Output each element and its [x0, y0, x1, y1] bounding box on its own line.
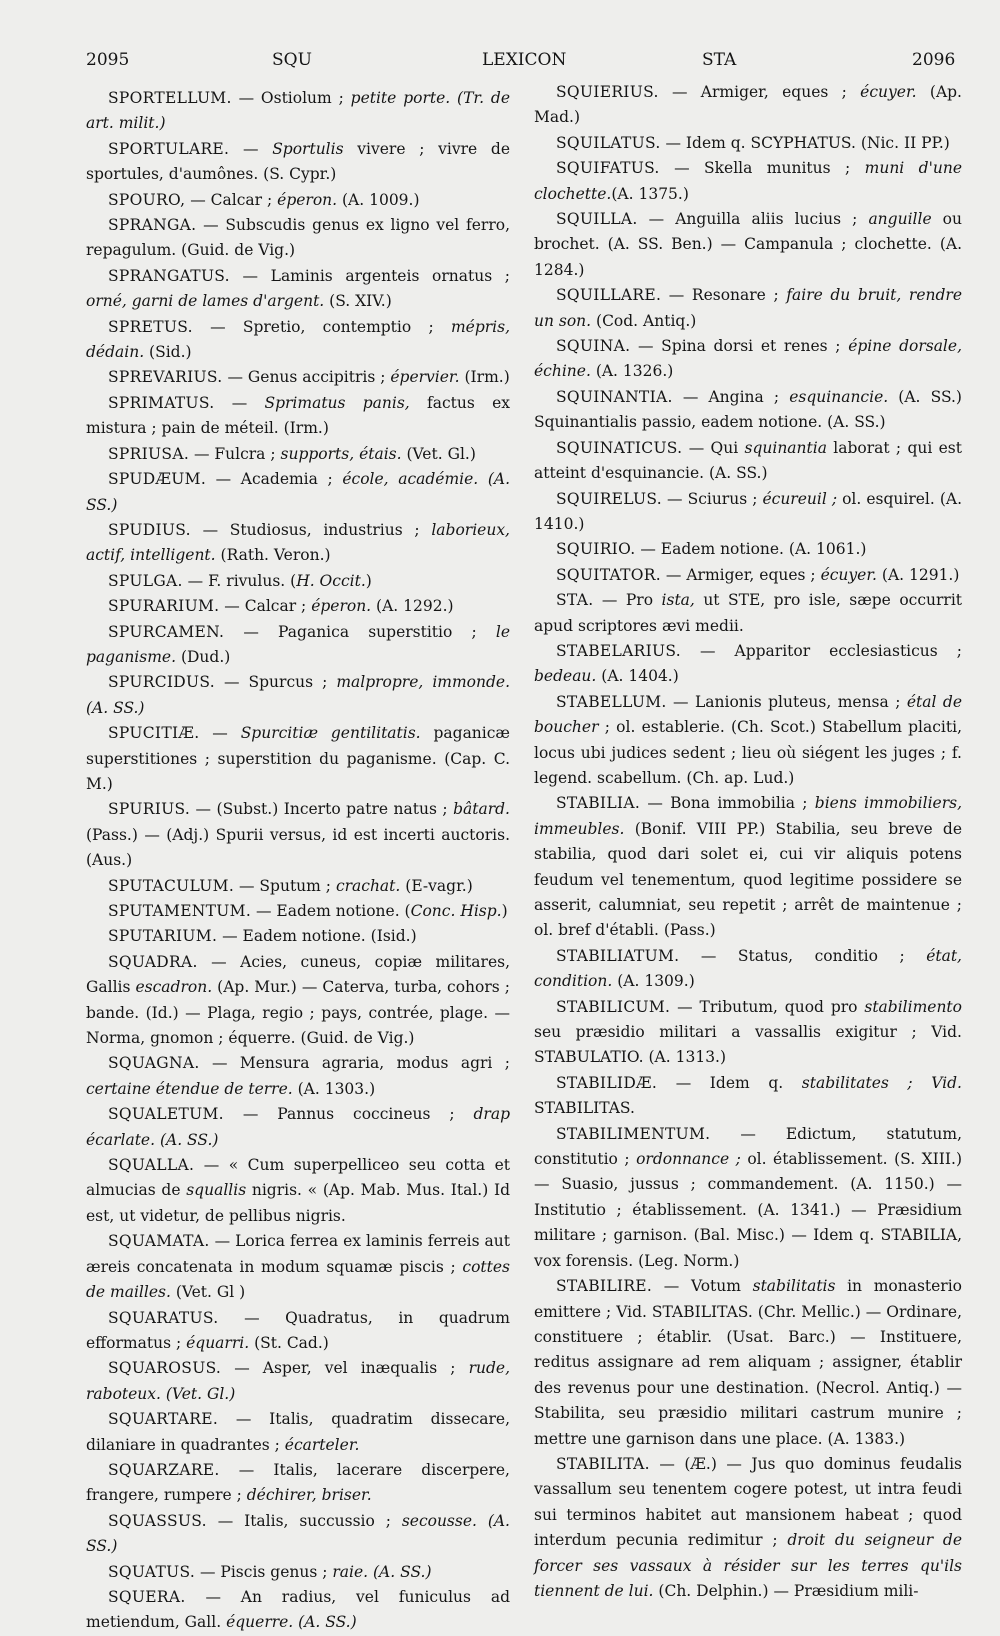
entry-headword: SQUILATUS. — [556, 133, 661, 152]
dictionary-entry — [534, 80, 962, 131]
entry-gloss: drap écarlate. (A. SS.) — [86, 1105, 510, 1149]
entry-text: — Quadratus, in quadrum efformatus ; — [86, 1308, 510, 1352]
entry-gloss: rude, raboteux. (Vet. Gl.) — [86, 1359, 510, 1403]
dictionary-entry — [534, 537, 962, 562]
entry-headword: SPUDÆUM. — [108, 470, 207, 489]
entry-headword: SQUARTARE. — [108, 1410, 219, 1429]
dictionary-entry — [86, 670, 510, 721]
entry-gloss: écarteler. — [284, 1435, 360, 1454]
entry-gloss: Sportulis — [272, 139, 344, 158]
left-guide-word: SQU — [272, 50, 312, 70]
left-column — [86, 86, 510, 1636]
entry-note: seu præsidio militari a vassallis exigitur ; Vid. STABULATIO. (A. 1313.) — [534, 1023, 962, 1067]
entry-gloss: droit du seigneur de forcer ses vassaux à résider sur les terres qu'ils tiennent de lui. — [534, 1531, 963, 1600]
entry-note: (A. 1009.) — [337, 190, 420, 209]
entry-gloss: escadron. — [135, 978, 213, 997]
entry-headword: SPRANGA. — [108, 216, 197, 235]
dictionary-entry — [86, 264, 510, 315]
entry-headword: SQUALLA. — [108, 1156, 195, 1175]
entry-gloss: malpropre, immonde. (A. SS.) — [86, 673, 511, 717]
dictionary-entry — [86, 442, 510, 467]
entry-note: (A. 1303.) — [292, 1079, 376, 1098]
entry-headword: SPRETUS. — [108, 317, 193, 336]
dictionary-entry — [534, 1122, 962, 1274]
entry-note: (Sid.) — [144, 343, 192, 362]
entry-note: (St. Cad.) — [249, 1333, 329, 1352]
entry-gloss: crachat. — [335, 876, 401, 895]
entry-headword: SQUARZARE. — [108, 1460, 220, 1479]
entry-gloss: écureuil ; — [762, 489, 838, 508]
entry-headword: SQUARATUS. — [108, 1308, 219, 1327]
entry-note: (S. XIV.) — [324, 292, 392, 311]
dictionary-entry — [534, 283, 962, 334]
entry-note: STABILITAS. — [534, 1099, 635, 1118]
dictionary-entry — [86, 365, 510, 390]
entry-text: — Status, conditio ; — [679, 946, 927, 965]
dictionary-entry — [534, 207, 962, 283]
entry-note: ou brochet. (A. SS. Ben.) — Campanula ; clochette. (A. 1284.) — [534, 210, 962, 279]
entry-text: — Apparitor ecclesiasticus ; — [680, 641, 962, 660]
entry-note: (A. 1404.) — [596, 667, 679, 686]
dictionary-entry — [86, 86, 510, 137]
dictionary-entry — [534, 639, 962, 690]
entry-gloss: supports, étais. — [280, 444, 402, 463]
entry-text: — Studiosus, industrius ; — [190, 520, 432, 539]
dictionary-entry — [86, 467, 510, 518]
dictionary-entry — [86, 1229, 510, 1305]
entry-headword: SPURARIUM. — [108, 597, 220, 616]
entry-headword: SPORTULARE. — [108, 139, 230, 158]
entry-gloss: squallis — [186, 1181, 247, 1200]
entry-headword: SPRIUSA. — [108, 444, 190, 463]
entry-text: — Resonare ; — [661, 286, 787, 305]
entry-note: vivere ; vivre de sportules, d'aumônes. (S. Cypr.) — [86, 139, 510, 184]
entry-text: — — [199, 724, 241, 743]
entry-headword: STABELARIUS. — [556, 641, 681, 660]
entry-note: (A. 1326.) — [590, 362, 674, 381]
entry-note: (Ap. Mur.) — Caterva, turba, cohors ; bande. (Id.) — Plaga, regio ; pays, contrée, plage. — Norma, gnomon ; équerre. (Guid. de Vig.) — [86, 978, 510, 1048]
entry-note: nigris. « (Ap. Mab. Mus. Ital.) Id est, ut videtur, de pellibus nigris. — [86, 1181, 511, 1225]
entry-headword: SPUCITIÆ. — [108, 724, 200, 743]
entry-headword: SPURIUS. — [108, 800, 191, 819]
entry-text: — Sputum ; — [234, 876, 336, 895]
entry-note: (Pass.) — (Adj.) Spurii versus, id est incerti auctoris. (Aus.) — [86, 825, 510, 870]
entry-headword: STA. — [556, 591, 594, 610]
entry-headword: SPOURO, — [108, 190, 186, 209]
entry-note: (Vet. Gl.) — [401, 444, 476, 463]
entry-text: — Idem q. — [657, 1073, 802, 1092]
entry-gloss: bâtard. — [453, 800, 510, 819]
entry-text: — Spretio, contemptio ; — [192, 317, 451, 336]
right-column — [534, 80, 962, 1604]
dictionary-entry — [534, 436, 962, 487]
entry-text: — Eadem notione. (A. 1061.) — [635, 540, 867, 559]
entry-gloss: école, académie. (A. SS.) — [86, 470, 510, 514]
dictionary-entry — [86, 137, 510, 188]
entry-headword: STABILIRE. — [556, 1277, 653, 1296]
entry-headword: STABILIDÆ. — [556, 1073, 658, 1092]
entry-text: — Italis, lacerare discerpere, frangere, rumpere ; — [86, 1460, 510, 1505]
entry-text: — Spurcus ; — [214, 673, 337, 692]
entry-gloss: ista, — [661, 591, 695, 610]
entry-headword: STABILICUM. — [556, 997, 671, 1016]
dictionary-entry — [86, 874, 510, 899]
dictionary-entry — [86, 1560, 510, 1585]
entry-gloss: stabilimento — [864, 997, 962, 1016]
entry-text: — Spina dorsi et renes ; — [630, 337, 849, 356]
entry-gloss: raie. (A. SS.) — [332, 1562, 432, 1581]
entry-text: — — [229, 139, 273, 158]
entry-gloss: stabilitatis — [752, 1277, 836, 1296]
dictionary-entry — [86, 569, 510, 594]
entry-headword: SQUIERIUS. — [556, 83, 659, 101]
entry-gloss: écuyer. — [820, 565, 877, 584]
dictionary-entry — [86, 1585, 510, 1636]
entry-headword: STABILIATUM. — [556, 946, 680, 965]
entry-text: — Bona immobilia ; — [640, 794, 815, 813]
entry-text: — Genus accipitris ; — [222, 368, 391, 387]
dictionary-entry — [86, 1509, 510, 1560]
entry-note: (A. 1291.) — [876, 565, 960, 584]
dictionary-entry — [86, 950, 510, 1052]
entry-text: — Pannus coccineus ; — [223, 1105, 474, 1124]
entry-gloss: éperon. — [311, 597, 372, 616]
entry-text: — Academia ; — [206, 470, 343, 489]
entry-text: — Anguilla aliis lucius ; — [637, 210, 869, 229]
entry-text: — Sciurus ; — [662, 489, 763, 508]
entry-text: — Eadem notione. (Isid.) — [217, 927, 417, 946]
entry-text: — Qui — [682, 438, 745, 457]
entry-text: — Angina ; — [672, 387, 790, 406]
entry-headword: SPURCIDUS. — [108, 673, 215, 692]
entry-gloss: déchirer, briser. — [246, 1486, 372, 1505]
entry-text: — Pro — [593, 591, 662, 610]
dictionary-entry — [86, 1102, 510, 1153]
dictionary-entry — [86, 1407, 510, 1458]
entry-text: — Tributum, quod pro — [670, 997, 865, 1016]
entry-note: (Irm.) — [459, 368, 510, 387]
dictionary-entry — [534, 1274, 962, 1452]
entry-note: (A. SS.) Squinantialis passio, eadem notione. (A. SS.) — [534, 387, 962, 432]
entry-note: (A. 1292.) — [371, 597, 454, 616]
entry-headword: SPUDIUS. — [108, 520, 191, 539]
entry-note: ol. esquirel. (A. 1410.) — [534, 489, 962, 533]
entry-note: ut STE, pro isle, sæpe occurrit apud scriptores ævi medii. — [534, 591, 963, 635]
entry-text: — Eadem notione. ( — [251, 902, 411, 920]
entry-gloss: éperon. — [277, 190, 338, 209]
entry-gloss: orné, garni de lames d'argent. — [86, 292, 325, 311]
dictionary-entry — [86, 518, 510, 569]
entry-headword: STABILITA. — [556, 1454, 650, 1473]
entry-headword: SPURCAMEN. — [108, 622, 225, 641]
dictionary-entry — [86, 620, 510, 671]
entry-note: (Dud.) — [176, 647, 231, 666]
dictionary-entry — [86, 1356, 510, 1407]
dictionary-entry — [534, 944, 962, 995]
right-guide-word: STA — [702, 50, 737, 70]
entry-gloss: état, condition. — [534, 946, 962, 991]
entry-gloss: le paganisme. — [86, 622, 510, 666]
entry-text: — Edictum, statutum, constitutio ; — [534, 1124, 962, 1169]
dictionary-entry — [534, 1071, 962, 1122]
entry-gloss: épine dorsale, échine. — [534, 337, 962, 381]
dictionary-entry — [86, 1153, 510, 1229]
entry-headword: SQUATUS. — [108, 1562, 196, 1581]
entry-note: (Cod. Antiq.) — [591, 311, 697, 330]
entry-gloss: esquinancie. — [789, 387, 889, 406]
entry-text: — Subscudis genus ex ligno vel ferro, repagulum. (Guid. de Vig.) — [86, 216, 510, 260]
entry-text: — Acies, cuneus, copiæ militares, Gallis — [86, 952, 510, 997]
dictionary-entry — [534, 156, 962, 207]
entry-gloss: Sprimatus panis, — [264, 393, 410, 412]
entry-headword: STABELLUM. — [556, 692, 667, 711]
dictionary-entry — [86, 213, 510, 264]
entry-headword: SPUTACULUM. — [108, 876, 235, 895]
entry-gloss: biens immobiliers, immeubles. — [534, 794, 962, 838]
entry-headword: SQUIRIO. — [556, 540, 636, 559]
entry-gloss: anguille — [868, 210, 932, 229]
running-title: LEXICON — [482, 50, 567, 70]
entry-text: — — [214, 393, 265, 412]
entry-headword: SQUALETUM. — [108, 1105, 224, 1124]
entry-text: — (Æ.) — Jus quo dominus feudalis vassallum seu tenentem cogere potest, ut intra feudi sui terminos habitet aut mansionem habeat ; quod interdum pecunia redimitur ; — [534, 1454, 962, 1550]
entry-gloss: mépris, dédain. — [86, 317, 510, 362]
left-page-number: 2095 — [86, 50, 130, 70]
entry-gloss: certaine étendue de terre. — [86, 1079, 293, 1098]
entry-text: — Armiger, eques ; — [661, 565, 821, 584]
dictionary-entry — [534, 563, 962, 588]
entry-text: — Italis, quadratim dissecare, dilaniare in quadrantes ; — [86, 1410, 510, 1454]
entry-headword: SPRIMATUS. — [108, 393, 215, 412]
entry-note: ol. établissement. (S. XIII.) — Suasio, jussus ; commandement. (A. 1150.) — Institutio ; établissement. (A. 1341.) — Præsidium militare ; garnison. (Bal. Misc.) — Idem q. STABILIA, vox forensis. (Leg. Norm.) — [534, 1150, 962, 1270]
dictionary-entry — [534, 1452, 962, 1604]
entry-headword: SQUAGNA. — [108, 1054, 200, 1073]
entry-headword: STABILIA. — [556, 794, 641, 813]
entry-gloss: bedeau. — [534, 667, 597, 686]
entry-headword: SPUTAMENTUM. — [108, 902, 252, 920]
dictionary-entry — [534, 995, 962, 1071]
entry-gloss: faire du bruit, rendre un son. — [534, 286, 962, 330]
dictionary-entry — [86, 924, 510, 949]
entry-note: (Ap. Mad.) — [534, 83, 962, 127]
entry-note: (A. 1375.) — [611, 184, 689, 203]
dictionary-entry — [86, 1458, 510, 1509]
dictionary-entry — [86, 594, 510, 619]
dictionary-entry — [534, 131, 962, 156]
dictionary-entry — [86, 721, 510, 797]
entry-text: — Ostiolum ; — [231, 89, 351, 107]
entry-text: — (Subst.) Incerto patre natus ; — [190, 800, 454, 819]
dictionary-entry — [534, 690, 962, 792]
entry-note: paganicæ superstitiones ; superstition du paganisme. (Cap. C. M.) — [86, 724, 510, 793]
entry-note: (Vet. Gl ) — [170, 1283, 246, 1302]
entry-text: — F. rivulus. ( — [182, 571, 297, 590]
entry-text: — « Cum superpelliceo seu cotta et almucias de — [86, 1156, 510, 1200]
entry-text: — An radius, vel funiculus ad metiendum, Gall. — [86, 1587, 510, 1632]
entry-note: (Ch. Delphin.) — Præsidium mili- — [653, 1581, 919, 1600]
dictionary-entry — [534, 385, 962, 436]
entry-text: — Piscis genus ; — [195, 1562, 333, 1581]
entry-gloss: laborieux, actif, intelligent. — [86, 520, 510, 565]
dictionary-entry — [86, 188, 510, 213]
entry-headword: SPORTELLUM. — [108, 89, 232, 107]
entry-gloss: ordonnance ; — [636, 1150, 741, 1169]
entry-headword: SQUILLARE. — [556, 286, 662, 305]
entry-text: — Armiger, eques ; — [658, 83, 861, 101]
dictionary-entry — [86, 315, 510, 366]
entry-headword: SPRANGATUS. — [108, 266, 230, 285]
entry-gloss: écuyer. — [860, 83, 917, 101]
entry-gloss: secousse. (A. SS.) — [86, 1511, 510, 1556]
entry-headword: SQUIFATUS. — [556, 159, 660, 178]
entry-note: (Bonif. VIII PP.) Stabilia, seu breve de stabilia, quod dari solet ei, cui vir aliquis potens feudum vel tenementum, quod legitime possidere se asserit, calumniat, seu repetit ; arrêt de maintenue ; ol. bref d'établi. (Pass.) — [534, 819, 962, 940]
entry-headword: STABILIMENTUM. — [556, 1124, 711, 1143]
entry-gloss: équarri. — [186, 1333, 250, 1352]
dictionary-entry — [86, 1051, 510, 1102]
entry-gloss: cottes de mailles. — [86, 1257, 510, 1302]
entry-note: in monasterio emittere ; Vid. STABILITAS. (Chr. Mellic.) — Ordinare, constituere ; établir. (Usat. Barc.) — Instituere, reditus assignare ad rem aliquam ; assigner, établir des revenus pour une destination. (Necrol. Antiq.) — Stabilita, seu præsidio militari castrum munire ; mettre une garnison dans une place. (A. 1383.) — [534, 1277, 962, 1448]
entry-headword: SQUITATOR. — [556, 565, 661, 584]
entry-gloss: épervier. — [390, 368, 460, 387]
entry-note: (A. 1309.) — [612, 972, 695, 991]
entry-text: — Lorica ferrea ex laminis ferreis aut æreis concatenata in modum squamæ piscis ; — [86, 1232, 510, 1276]
entry-headword: SPULGA. — [108, 571, 183, 590]
dictionary-entry — [534, 487, 962, 538]
entry-text: — Asper, vel inæqualis ; — [221, 1359, 469, 1378]
entry-text: — Fulcra ; — [189, 444, 281, 463]
entry-text: — Laminis argenteis ornatus ; — [229, 266, 510, 285]
entry-text: — Calcar ; — [219, 597, 312, 616]
entry-headword: SQUAROSUS. — [108, 1359, 222, 1378]
entry-text: — Skella munitus ; — [659, 159, 865, 178]
entry-gloss: Spurcitiæ gentilitatis. — [240, 724, 421, 743]
entry-headword: SPUTARIUM. — [108, 927, 218, 946]
entry-text: — Lanionis pluteus, mensa ; — [666, 692, 907, 711]
dictionary-entry — [534, 791, 962, 943]
entry-text: — Calcar ; — [185, 190, 278, 209]
entry-text: — Votum — [652, 1277, 753, 1296]
entry-headword: SQUADRA. — [108, 952, 198, 971]
entry-text: — Mensura agraria, modus agri ; — [199, 1054, 510, 1073]
dictionary-entry — [534, 334, 962, 385]
entry-gloss: squinantia — [744, 438, 827, 457]
entry-headword: SQUINATICUS. — [556, 438, 683, 457]
entry-headword: SQUASSUS. — [108, 1511, 207, 1530]
dictionary-entry — [86, 797, 510, 873]
entry-gloss: étal de boucher — [534, 692, 962, 737]
entry-note: factus ex mistura ; pain de méteil. (Irm.) — [86, 393, 511, 438]
dictionary-entry — [86, 1306, 510, 1357]
entry-gloss: muni d'une clochette. — [534, 159, 963, 203]
entry-gloss: stabilitates ; Vid. — [801, 1073, 962, 1092]
entry-text: — Idem q. SCYPHATUS. (Nic. II PP.) — [660, 133, 950, 152]
entry-headword: SQUIRELUS. — [556, 489, 662, 508]
entry-headword: SQUINA. — [556, 337, 631, 356]
entry-text: — Italis, succussio ; — [206, 1511, 402, 1530]
entry-note: ; ol. establerie. (Ch. Scot.) Stabellum placiti, locus ubi judices sedent ; lieu où siégent les juges ; f. legend. scabellum. (Ch. ap. Lud.) — [534, 718, 962, 787]
dictionary-entry — [534, 588, 962, 639]
entry-note: ) — [501, 902, 508, 920]
entry-headword: SQUAMATA. — [108, 1232, 210, 1251]
entry-note: (E-vagr.) — [400, 876, 473, 895]
right-page-number: 2096 — [912, 50, 956, 70]
entry-note: laborat ; qui est atteint d'esquinancie. (A. SS.) — [534, 438, 962, 483]
entry-gloss: petite porte. (Tr. de art. milit.) — [86, 89, 510, 133]
entry-gloss: H. Occit. — [296, 571, 366, 590]
dictionary-entry — [86, 391, 510, 442]
entry-headword: SQUERA. — [108, 1587, 186, 1606]
entry-note: (Rath. Veron.) — [215, 546, 331, 565]
entry-gloss: équerre. (A. SS.) — [226, 1613, 357, 1632]
entry-headword: SPREVARIUS. — [108, 368, 223, 387]
entry-headword: SQUILLA. — [556, 210, 638, 229]
entry-headword: SQUINANTIA. — [556, 387, 673, 406]
entry-text: — Paganica superstitio ; — [224, 622, 496, 641]
entry-gloss: Conc. Hisp. — [410, 902, 502, 920]
dictionary-entry — [86, 899, 510, 924]
entry-note: ) — [365, 571, 372, 590]
